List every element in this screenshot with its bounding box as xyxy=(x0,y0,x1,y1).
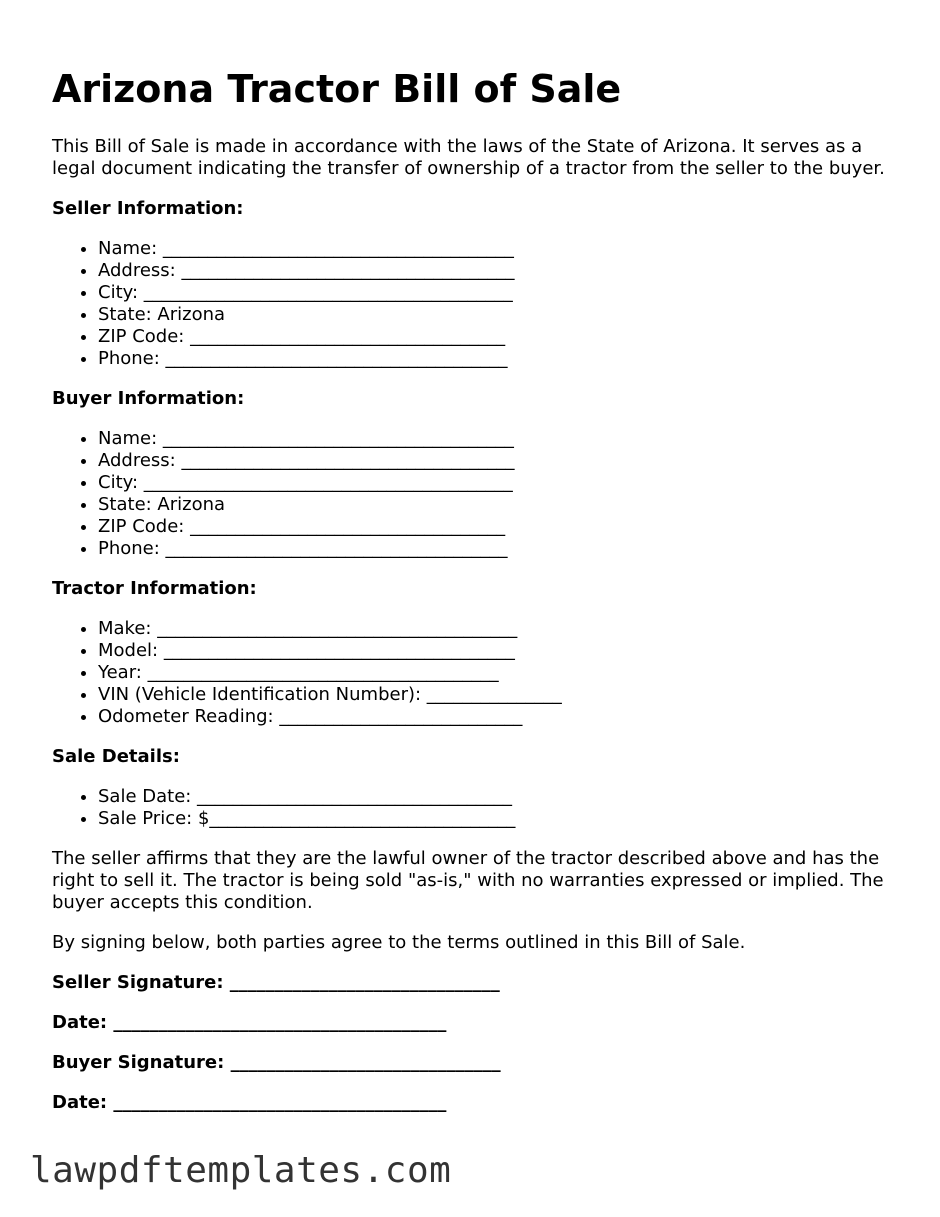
buyer-city-field: • City: _________________________________________ xyxy=(98,472,892,494)
tractor-year-field: • Year: _______________________________________ xyxy=(98,662,892,684)
buyer-heading: Buyer Information: xyxy=(52,388,245,409)
buyer-list xyxy=(52,428,892,560)
tractor-odometer-field: • Odometer Reading: ___________________________ xyxy=(98,706,892,728)
buyer-address-field: • Address: _____________________________________ xyxy=(98,450,892,472)
buyer-date-line: Date: _____________________________________ xyxy=(52,1092,447,1113)
tractor-vin-field: • VIN (Vehicle Identification Number): _______________ xyxy=(98,684,892,706)
seller-date-line: Date: _____________________________________ xyxy=(52,1012,447,1033)
seller-state-field: • State: Arizona xyxy=(98,304,892,326)
buyer-phone-field: • Phone: ______________________________________ xyxy=(98,538,892,560)
seller-city-field: • City: _________________________________________ xyxy=(98,282,892,304)
tractor-heading: Tractor Information: xyxy=(52,578,257,599)
seller-address-field: • Address: _____________________________________ xyxy=(98,260,892,282)
buyer-zip-field: • ZIP Code: ___________________________________ xyxy=(98,516,892,538)
affirmation-paragraph: The seller affirms that they are the lawful owner of the tractor described above and has the right to sell it. The tractor is being sold "as-is," with no warranties expressed or implied. The buyer accepts this condition. xyxy=(52,848,884,913)
page-title: Arizona Tractor Bill of Sale xyxy=(52,67,622,111)
sale-price-field: • Sale Price: $__________________________________ xyxy=(98,808,892,830)
seller-heading: Seller Information: xyxy=(52,198,244,219)
seller-signature-line: Seller Signature: ______________________________ xyxy=(52,972,500,993)
watermark-text: lawpdftemplates.com xyxy=(30,1150,452,1191)
tractor-list xyxy=(52,618,892,728)
sale-list xyxy=(52,786,892,830)
buyer-name-field: • Name: _______________________________________ xyxy=(98,428,892,450)
buyer-state-field: • State: Arizona xyxy=(98,494,892,516)
document-body xyxy=(52,136,892,1132)
seller-zip-field: • ZIP Code: ___________________________________ xyxy=(98,326,892,348)
sale-heading: Sale Details: xyxy=(52,746,180,767)
seller-list xyxy=(52,238,892,370)
sale-date-field: • Sale Date: ___________________________________ xyxy=(98,786,892,808)
tractor-model-field: • Model: _______________________________________ xyxy=(98,640,892,662)
agreement-paragraph: By signing below, both parties agree to the terms outlined in this Bill of Sale. xyxy=(52,932,746,953)
tractor-make-field: • Make: ________________________________________ xyxy=(98,618,892,640)
seller-name-field: • Name: _______________________________________ xyxy=(98,238,892,260)
intro-paragraph: This Bill of Sale is made in accordance with the laws of the State of Arizona. It serves as a legal document indicating the transfer of ownership of a tractor from the seller to the buyer. xyxy=(52,136,885,179)
seller-phone-field: • Phone: ______________________________________ xyxy=(98,348,892,370)
buyer-signature-line: Buyer Signature: ______________________________ xyxy=(52,1052,501,1073)
